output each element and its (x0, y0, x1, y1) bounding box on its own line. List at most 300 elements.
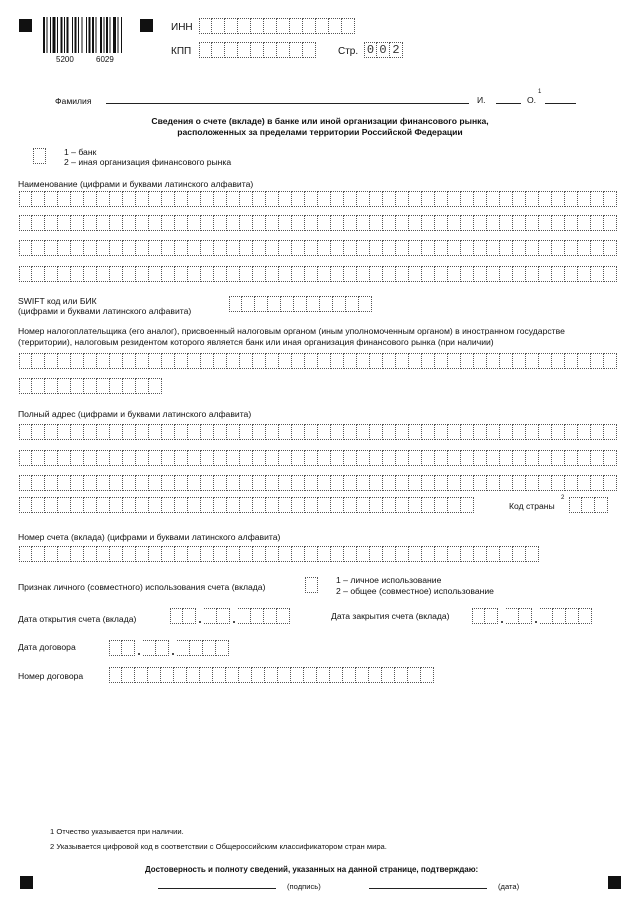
char-cell (214, 240, 227, 256)
date-separator (169, 640, 177, 656)
char-cell (110, 450, 123, 466)
char-cell (422, 240, 435, 256)
char-cell (357, 240, 370, 256)
char-cell (421, 667, 434, 683)
char-cell (214, 191, 227, 207)
char-cell (97, 546, 110, 562)
char-cell (294, 296, 307, 312)
char-cell (331, 191, 344, 207)
char-cell (32, 424, 45, 440)
name-input-row-4[interactable] (19, 266, 617, 282)
section-title-line1: Сведения о счете (вкладе) в банке или иной организации финансового рынка, (151, 116, 489, 126)
char-cell (32, 450, 45, 466)
char-cell (344, 497, 357, 513)
char-cell (305, 475, 318, 491)
char-cell (487, 266, 500, 282)
char-cell (461, 475, 474, 491)
char-cell (565, 353, 578, 369)
char-cell (32, 215, 45, 231)
char-cell (110, 266, 123, 282)
char-cell (579, 608, 592, 624)
char-cell (201, 450, 214, 466)
char-cell (305, 191, 318, 207)
char-cell (422, 450, 435, 466)
char-cell (474, 215, 487, 231)
char-cell (266, 240, 279, 256)
char-cell (84, 424, 97, 440)
char-cell (292, 353, 305, 369)
close-date-input[interactable] (472, 608, 592, 624)
char-cell (305, 546, 318, 562)
char-cell (292, 475, 305, 491)
char-cell (409, 240, 422, 256)
char-cell (317, 667, 330, 683)
usage-input[interactable] (305, 577, 318, 593)
char-cell (162, 353, 175, 369)
char-cell (591, 215, 604, 231)
char-cell (71, 497, 84, 513)
char-cell (552, 191, 565, 207)
char-cell (33, 148, 46, 164)
char-cell (409, 497, 422, 513)
char-cell (513, 424, 526, 440)
date-input[interactable] (369, 888, 487, 889)
char-cell (213, 667, 226, 683)
char-cell (19, 424, 32, 440)
char-cell (266, 424, 279, 440)
char-cell (305, 266, 318, 282)
char-cell (97, 240, 110, 256)
char-cell (578, 424, 591, 440)
char-cell (307, 296, 320, 312)
char-cell (58, 215, 71, 231)
char-cell (487, 450, 500, 466)
char-cell (162, 546, 175, 562)
char-cell (71, 475, 84, 491)
char-cell (595, 497, 608, 513)
char-cell (448, 424, 461, 440)
char-cell (123, 378, 136, 394)
char-cell (45, 450, 58, 466)
char-cell (539, 215, 552, 231)
char-cell (84, 378, 97, 394)
char-cell (32, 378, 45, 394)
char-cell (97, 450, 110, 466)
char-cell (253, 266, 266, 282)
char-cell (45, 215, 58, 231)
char-cell (552, 215, 565, 231)
char-cell (110, 215, 123, 231)
char-cell (303, 42, 316, 58)
char-cell (461, 546, 474, 562)
open-date-input[interactable] (170, 608, 290, 624)
char-cell (266, 546, 279, 562)
char-cell (539, 191, 552, 207)
char-cell (45, 475, 58, 491)
char-cell (136, 240, 149, 256)
char-cell (318, 497, 331, 513)
char-cell (227, 240, 240, 256)
char-cell (485, 608, 498, 624)
char-cell (474, 240, 487, 256)
char-cell (552, 266, 565, 282)
char-cell (370, 353, 383, 369)
char-cell (227, 450, 240, 466)
char-cell (565, 266, 578, 282)
char-cell (318, 450, 331, 466)
name-input-row-3[interactable] (19, 240, 617, 256)
char-cell (143, 640, 156, 656)
taxid-input-row-2[interactable] (19, 378, 162, 394)
char-cell (435, 424, 448, 440)
char-cell (500, 546, 513, 562)
char-cell (45, 378, 58, 394)
char-cell (448, 191, 461, 207)
char-cell (253, 353, 266, 369)
char-cell (408, 667, 421, 683)
char-cell (110, 546, 123, 562)
char-cell (344, 266, 357, 282)
char-cell (565, 475, 578, 491)
char-cell (396, 240, 409, 256)
char-cell (331, 497, 344, 513)
char-cell (578, 191, 591, 207)
char-cell (279, 450, 292, 466)
char-cell (123, 546, 136, 562)
char-cell (136, 378, 149, 394)
char-cell (110, 378, 123, 394)
char-cell (238, 608, 251, 624)
char-cell (500, 240, 513, 256)
address-input-row-2[interactable] (19, 450, 617, 466)
char-cell (472, 608, 485, 624)
char-cell (396, 450, 409, 466)
name-input-row-1[interactable] (19, 191, 617, 207)
char-cell (58, 266, 71, 282)
char-cell (539, 266, 552, 282)
char-cell (370, 266, 383, 282)
swift-label: SWIFT код или БИК (18, 296, 97, 306)
char-cell (242, 296, 255, 312)
inn-input[interactable] (199, 18, 355, 34)
name-input-row-2[interactable] (19, 215, 617, 231)
char-cell (227, 353, 240, 369)
char-cell (199, 42, 212, 58)
char-cell (136, 215, 149, 231)
char-cell (409, 450, 422, 466)
char-cell (292, 497, 305, 513)
char-cell (149, 546, 162, 562)
char-cell (123, 240, 136, 256)
char-cell (370, 450, 383, 466)
char-cell (188, 191, 201, 207)
char-cell (201, 240, 214, 256)
char-cell (212, 42, 225, 58)
char-cell (253, 215, 266, 231)
char-cell (604, 240, 617, 256)
char-cell (409, 266, 422, 282)
char-cell (279, 266, 292, 282)
barcode (43, 17, 127, 53)
usage-label: Признак личного (совместного) использования счета (вклада) (18, 582, 266, 592)
char-cell (357, 546, 370, 562)
char-cell (188, 424, 201, 440)
char-cell (500, 266, 513, 282)
char-cell (304, 667, 317, 683)
char-cell (110, 475, 123, 491)
char-cell (110, 353, 123, 369)
char-cell (591, 424, 604, 440)
char-cell (19, 378, 32, 394)
char-cell (344, 546, 357, 562)
char-cell (19, 191, 32, 207)
char-cell (71, 546, 84, 562)
char-cell (251, 608, 264, 624)
char-cell (331, 266, 344, 282)
contract-date-input[interactable] (109, 640, 229, 656)
char-cell (383, 475, 396, 491)
char-cell (370, 191, 383, 207)
char-cell (513, 475, 526, 491)
char-cell (474, 546, 487, 562)
char-cell (149, 475, 162, 491)
char-cell (253, 475, 266, 491)
char-cell (240, 475, 253, 491)
char-cell (32, 546, 45, 562)
char-cell (149, 240, 162, 256)
char-cell (474, 424, 487, 440)
surname-input[interactable] (106, 103, 469, 104)
char-cell (170, 608, 183, 624)
char-cell (188, 450, 201, 466)
taxid-input-row-1[interactable] (19, 353, 617, 369)
char-cell (591, 191, 604, 207)
char-cell (357, 497, 370, 513)
char-cell (357, 191, 370, 207)
char-cell (201, 266, 214, 282)
char-cell (238, 18, 251, 34)
char-cell (190, 640, 203, 656)
char-cell (204, 608, 217, 624)
char-cell (201, 424, 214, 440)
char-cell (356, 667, 369, 683)
inn-label: ИНН (171, 22, 193, 33)
date-separator (498, 608, 506, 624)
char-cell (227, 266, 240, 282)
char-cell (513, 191, 526, 207)
kpp-input[interactable] (199, 42, 316, 58)
char-cell (32, 353, 45, 369)
char-cell (156, 640, 169, 656)
char-cell (331, 546, 344, 562)
char-cell (253, 450, 266, 466)
account-number-input[interactable] (19, 546, 539, 562)
char-cell (318, 475, 331, 491)
char-cell (461, 240, 474, 256)
char-cell (369, 667, 382, 683)
corner-marker-top-left (19, 19, 32, 32)
char-cell (97, 266, 110, 282)
char-cell (474, 353, 487, 369)
contract-number-input[interactable] (109, 667, 434, 683)
contract-number-label: Номер договора (18, 671, 84, 681)
char-cell (32, 266, 45, 282)
char-cell (123, 475, 136, 491)
char-cell (240, 450, 253, 466)
char-cell (58, 353, 71, 369)
char-cell (214, 424, 227, 440)
char-cell (344, 215, 357, 231)
char-cell (370, 475, 383, 491)
char-cell (84, 191, 97, 207)
org-type-input[interactable] (33, 148, 46, 164)
char-cell (266, 191, 279, 207)
char-cell (251, 42, 264, 58)
swift-input[interactable] (229, 296, 372, 312)
char-cell (177, 640, 190, 656)
char-cell (552, 475, 565, 491)
char-cell (333, 296, 346, 312)
char-cell (227, 191, 240, 207)
char-cell (448, 450, 461, 466)
char-cell (292, 450, 305, 466)
char-cell (71, 240, 84, 256)
char-cell (149, 450, 162, 466)
char-cell (279, 240, 292, 256)
char-cell (383, 546, 396, 562)
char-cell (97, 424, 110, 440)
char-cell (19, 546, 32, 562)
char-cell (330, 667, 343, 683)
name-label: Наименование (цифрами и буквами латинского алфавита) (18, 179, 254, 189)
char-cell (19, 475, 32, 491)
char-cell (474, 266, 487, 282)
char-cell (316, 18, 329, 34)
char-cell (277, 42, 290, 58)
char-cell (565, 191, 578, 207)
char-cell (45, 266, 58, 282)
char-cell (58, 424, 71, 440)
char-cell (305, 497, 318, 513)
char-cell (136, 546, 149, 562)
initial-o-input[interactable] (545, 103, 576, 104)
char-cell (227, 497, 240, 513)
char-cell (226, 667, 239, 683)
char-cell (265, 667, 278, 683)
char-cell (292, 266, 305, 282)
char-cell (240, 240, 253, 256)
char-cell (227, 546, 240, 562)
char-cell (344, 353, 357, 369)
char-cell (565, 240, 578, 256)
char-cell (279, 215, 292, 231)
char-cell (383, 191, 396, 207)
char-cell (448, 475, 461, 491)
char-cell (552, 450, 565, 466)
char-cell (539, 240, 552, 256)
initial-i-input[interactable] (496, 103, 521, 104)
char-cell (278, 667, 291, 683)
char-cell (526, 240, 539, 256)
char-cell (162, 240, 175, 256)
char-cell (58, 191, 71, 207)
char-cell (162, 191, 175, 207)
corner-marker-bottom-left (20, 876, 33, 889)
char-cell (346, 296, 359, 312)
char-cell (382, 667, 395, 683)
char-cell (136, 266, 149, 282)
date-separator (532, 608, 540, 624)
signature-input[interactable] (158, 888, 276, 889)
char-cell (526, 450, 539, 466)
address-input-row-4[interactable] (19, 497, 474, 513)
char-cell (240, 266, 253, 282)
char-cell (569, 497, 582, 513)
char-cell (161, 667, 174, 683)
char-cell (487, 475, 500, 491)
char-cell (71, 191, 84, 207)
char-cell (227, 215, 240, 231)
char-cell (552, 424, 565, 440)
contract-date-label: Дата договора (18, 642, 76, 652)
usage-option-personal: 1 – личное использование (336, 575, 442, 585)
char-cell (357, 450, 370, 466)
char-cell (487, 191, 500, 207)
char-cell (32, 475, 45, 491)
char-cell (409, 215, 422, 231)
char-cell (591, 475, 604, 491)
char-cell (318, 240, 331, 256)
char-cell (500, 450, 513, 466)
char-cell (566, 608, 579, 624)
char-cell: 0 (377, 42, 390, 58)
char-cell (253, 546, 266, 562)
char-cell (578, 266, 591, 282)
address-input-row-3[interactable] (19, 475, 617, 491)
char-cell (110, 497, 123, 513)
char-cell (279, 546, 292, 562)
char-cell (383, 240, 396, 256)
barcode-number-right: 6029 (96, 55, 114, 64)
char-cell (591, 240, 604, 256)
char-cell (320, 296, 333, 312)
char-cell (396, 266, 409, 282)
taxid-sublabel: (территории), налоговым резидентом которого является банк или иная организация финансового рынка (при наличии) (18, 337, 494, 347)
char-cell (500, 353, 513, 369)
char-cell (331, 353, 344, 369)
date-separator (196, 608, 204, 624)
char-cell (396, 497, 409, 513)
char-cell (435, 191, 448, 207)
char-cell (422, 424, 435, 440)
char-cell (97, 378, 110, 394)
date-label: (дата) (498, 882, 520, 891)
char-cell (604, 353, 617, 369)
corner-marker-bottom-right (608, 876, 621, 889)
country-code-input[interactable] (569, 497, 608, 513)
char-cell (591, 353, 604, 369)
char-cell (448, 266, 461, 282)
char-cell (201, 497, 214, 513)
char-cell (201, 546, 214, 562)
char-cell (84, 475, 97, 491)
char-cell (435, 475, 448, 491)
char-cell (97, 475, 110, 491)
char-cell (19, 497, 32, 513)
char-cell (435, 497, 448, 513)
address-input-row-1[interactable] (19, 424, 617, 440)
char-cell (506, 608, 519, 624)
